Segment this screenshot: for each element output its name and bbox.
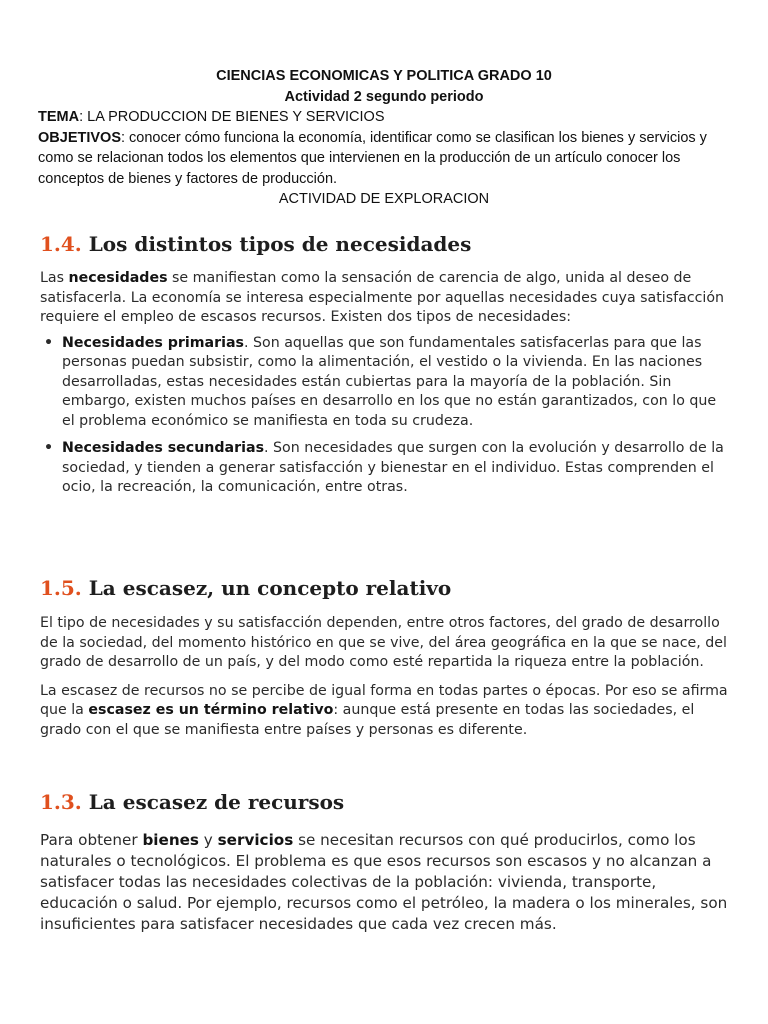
section-title: La escasez de recursos — [88, 790, 345, 814]
scarcity-paragraph-1: El tipo de necesidades y su satisfacción dependen, entre otros factores, del grado de desarrollo de la sociedad, del momento histórico en que se vive, del área geográfica en la que se nace, del grado de desarrollo de un país, y del modo como esté repartida la riqueza entre la población. — [40, 615, 727, 670]
para2-bold-term: escasez es un término relativo — [88, 702, 334, 718]
exploration-heading: ACTIVIDAD DE EXPLORACION — [278, 191, 490, 207]
resources-paragraph — [40, 830, 730, 935]
objetivos-text: : conocer cómo funciona la economía, identificar como se clasifican los bienes y servicios y como se relacionan todos los elementos que intervienen en la producción de un artículo conocer los conceptos de bienes y factores de producción. — [38, 129, 707, 187]
activity-subtitle: Actividad 2 segundo periodo — [284, 88, 484, 105]
objetivos-label: OBJETIVOS — [38, 129, 121, 146]
scarcity-paragraph-2 — [40, 682, 730, 741]
document-header — [38, 66, 730, 210]
goods-term: bienes — [142, 831, 199, 849]
intro-text-pre: Las — [40, 270, 69, 286]
section-number: 1.4. — [40, 232, 82, 256]
section-heading — [40, 576, 730, 600]
section-needs — [40, 232, 730, 498]
secondary-needs-text: . Son necesidades que surgen con la evolución y desarrollo de la sociedad, y tienden a generar satisfacción y bienestar en el individuo. Estas comprenden el ocio, la recreación, la comunicación, entre otras. — [62, 440, 724, 495]
course-title: CIENCIAS ECONOMICAS Y POLITICA GRADO 10 — [216, 68, 552, 84]
section-heading — [40, 232, 730, 256]
para2-post: : aunque está presente en todas las sociedades, el grado con el que se manifiesta entre países y personas es diferente. — [40, 702, 695, 738]
primary-needs-term: Necesidades primarias — [62, 334, 244, 351]
tema-line — [38, 107, 730, 128]
section-title: La escasez, un concepto relativo — [88, 576, 452, 600]
section-number: 1.5. — [40, 576, 82, 600]
objectives-paragraph — [38, 128, 730, 190]
section-resource-scarcity — [40, 790, 730, 935]
services-term: servicios — [217, 831, 294, 849]
list-item — [40, 439, 730, 498]
intro-text-post: se manifiestan como la sensación de carencia de algo, unida al deseo de satisfacerla. La economía se interesa especialmente por aquellas necesidades cuya satisfacción requiere el empleo de escasos recursos. Existen dos tipos de necesidades: — [40, 270, 725, 325]
section-heading — [40, 790, 730, 814]
primary-needs-text: . Son aquellas que son fundamentales satisfacerlas para que las personas puedan subsistir, como la alimentación, el vestido o la vivienda. En las naciones desarrolladas, estas necesidades están cubiertas para la mayoría de la población. Sin embargo, existen muchos países en desarrollo en los que no están garantizados, con lo que el problema económico se manifiesta en toda su crudeza. — [62, 334, 717, 429]
bullet: • — [44, 440, 54, 456]
tema-label: TEMA — [38, 109, 80, 125]
resources-text-mid: y — [198, 831, 218, 849]
section-number: 1.3. — [40, 790, 82, 814]
tema-text: : LA PRODUCCION DE BIENES Y SERVICIOS — [79, 109, 385, 125]
list-item — [40, 334, 730, 432]
para2-pre: La escasez de recursos no se percibe de igual forma en todas partes o épocas. Por eso se afirma que la — [40, 682, 728, 718]
needs-intro — [40, 269, 730, 328]
section-title: Los distintos tipos de necesidades — [88, 232, 472, 256]
section-relative-scarcity — [40, 576, 730, 740]
resources-text-post: se necesitan recursos con qué producirlos, como los naturales o tecnológicos. El problema es que esos recursos son escasos y no alcanzan a satisfacer todas las necesidades colectivas de la población: vivienda, transporte, educación o salud. Por ejemplo, recursos como el petróleo, la madera o los minerales, son insuficientes para satisfacer necesidades que cada vez crecen más. — [40, 831, 728, 933]
intro-bold-term: necesidades — [68, 270, 168, 286]
resources-text-pre: Para obtener — [40, 831, 143, 849]
needs-list — [40, 334, 730, 498]
bullet: • — [44, 334, 54, 351]
secondary-needs-term: Necesidades secundarias — [62, 440, 265, 456]
